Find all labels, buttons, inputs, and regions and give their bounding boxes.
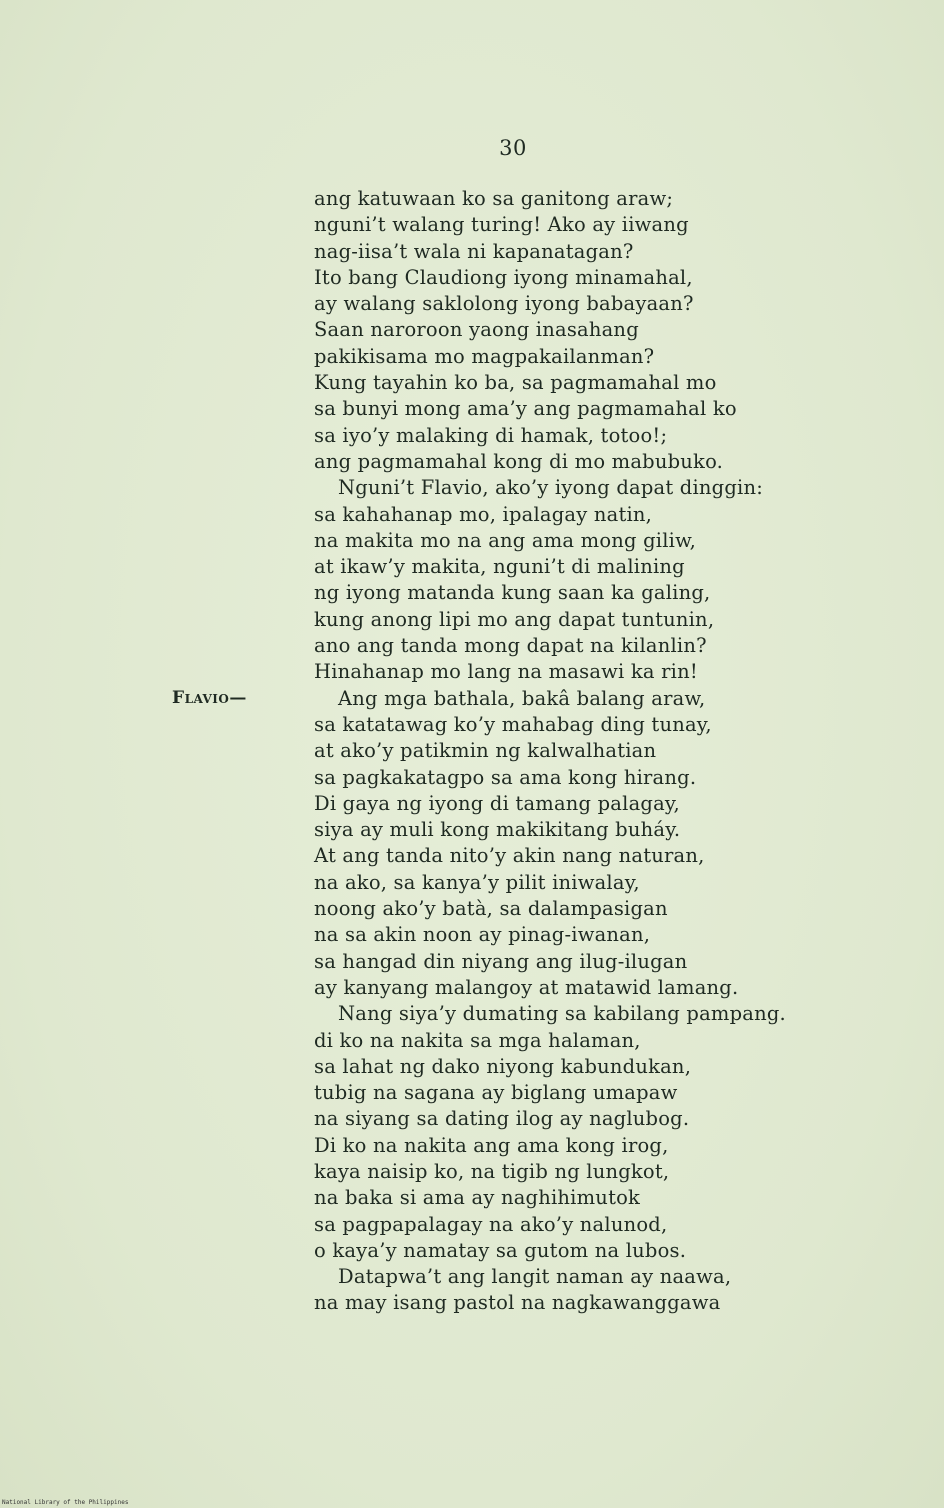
verse-line: pakikisama mo magpakailanman? — [314, 344, 655, 368]
verse-line: Saan naroroon yaong inasahang — [314, 318, 639, 342]
verse-line: Di gaya ng iyong di tamang palagay, — [314, 791, 680, 815]
verse-line: sa pagkakatagpo sa ama kong hirang. — [314, 765, 697, 789]
verse-line: Datapwa’t ang langit naman ay naawa, — [338, 1265, 732, 1289]
verse-line: Ang mga bathala, bakâ balang araw, — [338, 686, 706, 710]
verse-line: Nguni’t Flavio, ako’y iyong dapat dinggin: — [338, 476, 764, 500]
verse-line: Kung tayahin ko ba, sa pagmamahal mo — [314, 371, 717, 395]
verse-line: ay walang saklolong iyong babayaan? — [314, 292, 694, 316]
verse-line: noong ako’y batà, sa dalampasigan — [314, 897, 668, 921]
verse-line: Hinahanap mo lang na masawi ka rin! — [314, 660, 698, 684]
verse-line: tubig na sagana ay biglang umapaw — [314, 1081, 678, 1105]
verse-line: di ko na nakita sa mga halaman, — [314, 1028, 641, 1052]
verse-line: sa iyo’y malaking di hamak, totoo!; — [314, 423, 668, 447]
verse-line: kung anong lipi mo ang dapat tuntunin, — [314, 607, 715, 631]
verse-line: na may isang pastol na nagkawanggawa — [314, 1291, 721, 1315]
verse-line: o kaya’y namatay sa gutom na lubos. — [314, 1238, 687, 1262]
verse-line: sa bunyi mong ama’y ang pagmamahal ko — [314, 397, 737, 421]
verse-line: sa kahahanap mo, ipalagay natin, — [314, 502, 653, 526]
verse-line: Di ko na nakita ang ama kong irog, — [314, 1133, 669, 1157]
verse-line: nguni’t walang turing! Ako ay iiwang — [314, 213, 689, 237]
verse-line: sa pagpapalagay na ako’y nalunod, — [314, 1212, 668, 1236]
verse-line: Ito bang Claudiong iyong minamahal, — [314, 265, 693, 289]
verse-line: siya ay muli kong makikitang buháy. — [314, 818, 681, 842]
verse-block — [314, 186, 804, 1317]
page-number: 30 — [499, 136, 527, 160]
verse-line: ang pagmamahal kong di mo mabubuko. — [314, 449, 724, 473]
verse-line: At ang tanda nito’y akin nang naturan, — [314, 844, 705, 868]
verse-line: sa lahat ng dako niyong kabundukan, — [314, 1054, 692, 1078]
verse-line: na sa akin noon ay pinag-iwanan, — [314, 923, 651, 947]
footer-credit: National Library of the Philippines — [2, 1499, 129, 1506]
verse-line: na makita mo na ang ama mong giliw, — [314, 528, 697, 552]
verse-line: nag-iisa’t wala ni kapanatagan? — [314, 239, 634, 263]
verse-line: at ikaw’y makita, nguni’t di malining — [314, 555, 685, 579]
verse-line: ano ang tanda mong dapat na kilanlin? — [314, 634, 707, 658]
speaker-label: Flavio— — [172, 688, 247, 708]
verse-line: na siyang sa dating ilog ay naglubog. — [314, 1107, 690, 1131]
verse-line: ang katuwaan ko sa ganitong araw; — [314, 187, 674, 210]
verse-line: na baka si ama ay naghihimutok — [314, 1186, 641, 1210]
verse-line: ng iyong matanda kung saan ka galing, — [314, 581, 711, 605]
verse-line: na ako, sa kanya’y pilit iniwalay, — [314, 870, 640, 894]
verse-line: Nang siya’y dumating sa kabilang pampang. — [338, 1002, 786, 1026]
verse-line: sa hangad din niyang ang ilug-ilugan — [314, 949, 688, 973]
verse-line: sa katatawag ko’y mahabag ding tunay, — [314, 712, 712, 736]
verse-line: ay kanyang malangoy at matawid lamang. — [314, 975, 739, 999]
verse-line: kaya naisip ko, na tigib ng lungkot, — [314, 1159, 670, 1183]
verse-line: at ako’y patikmin ng kalwalhatian — [314, 739, 657, 763]
